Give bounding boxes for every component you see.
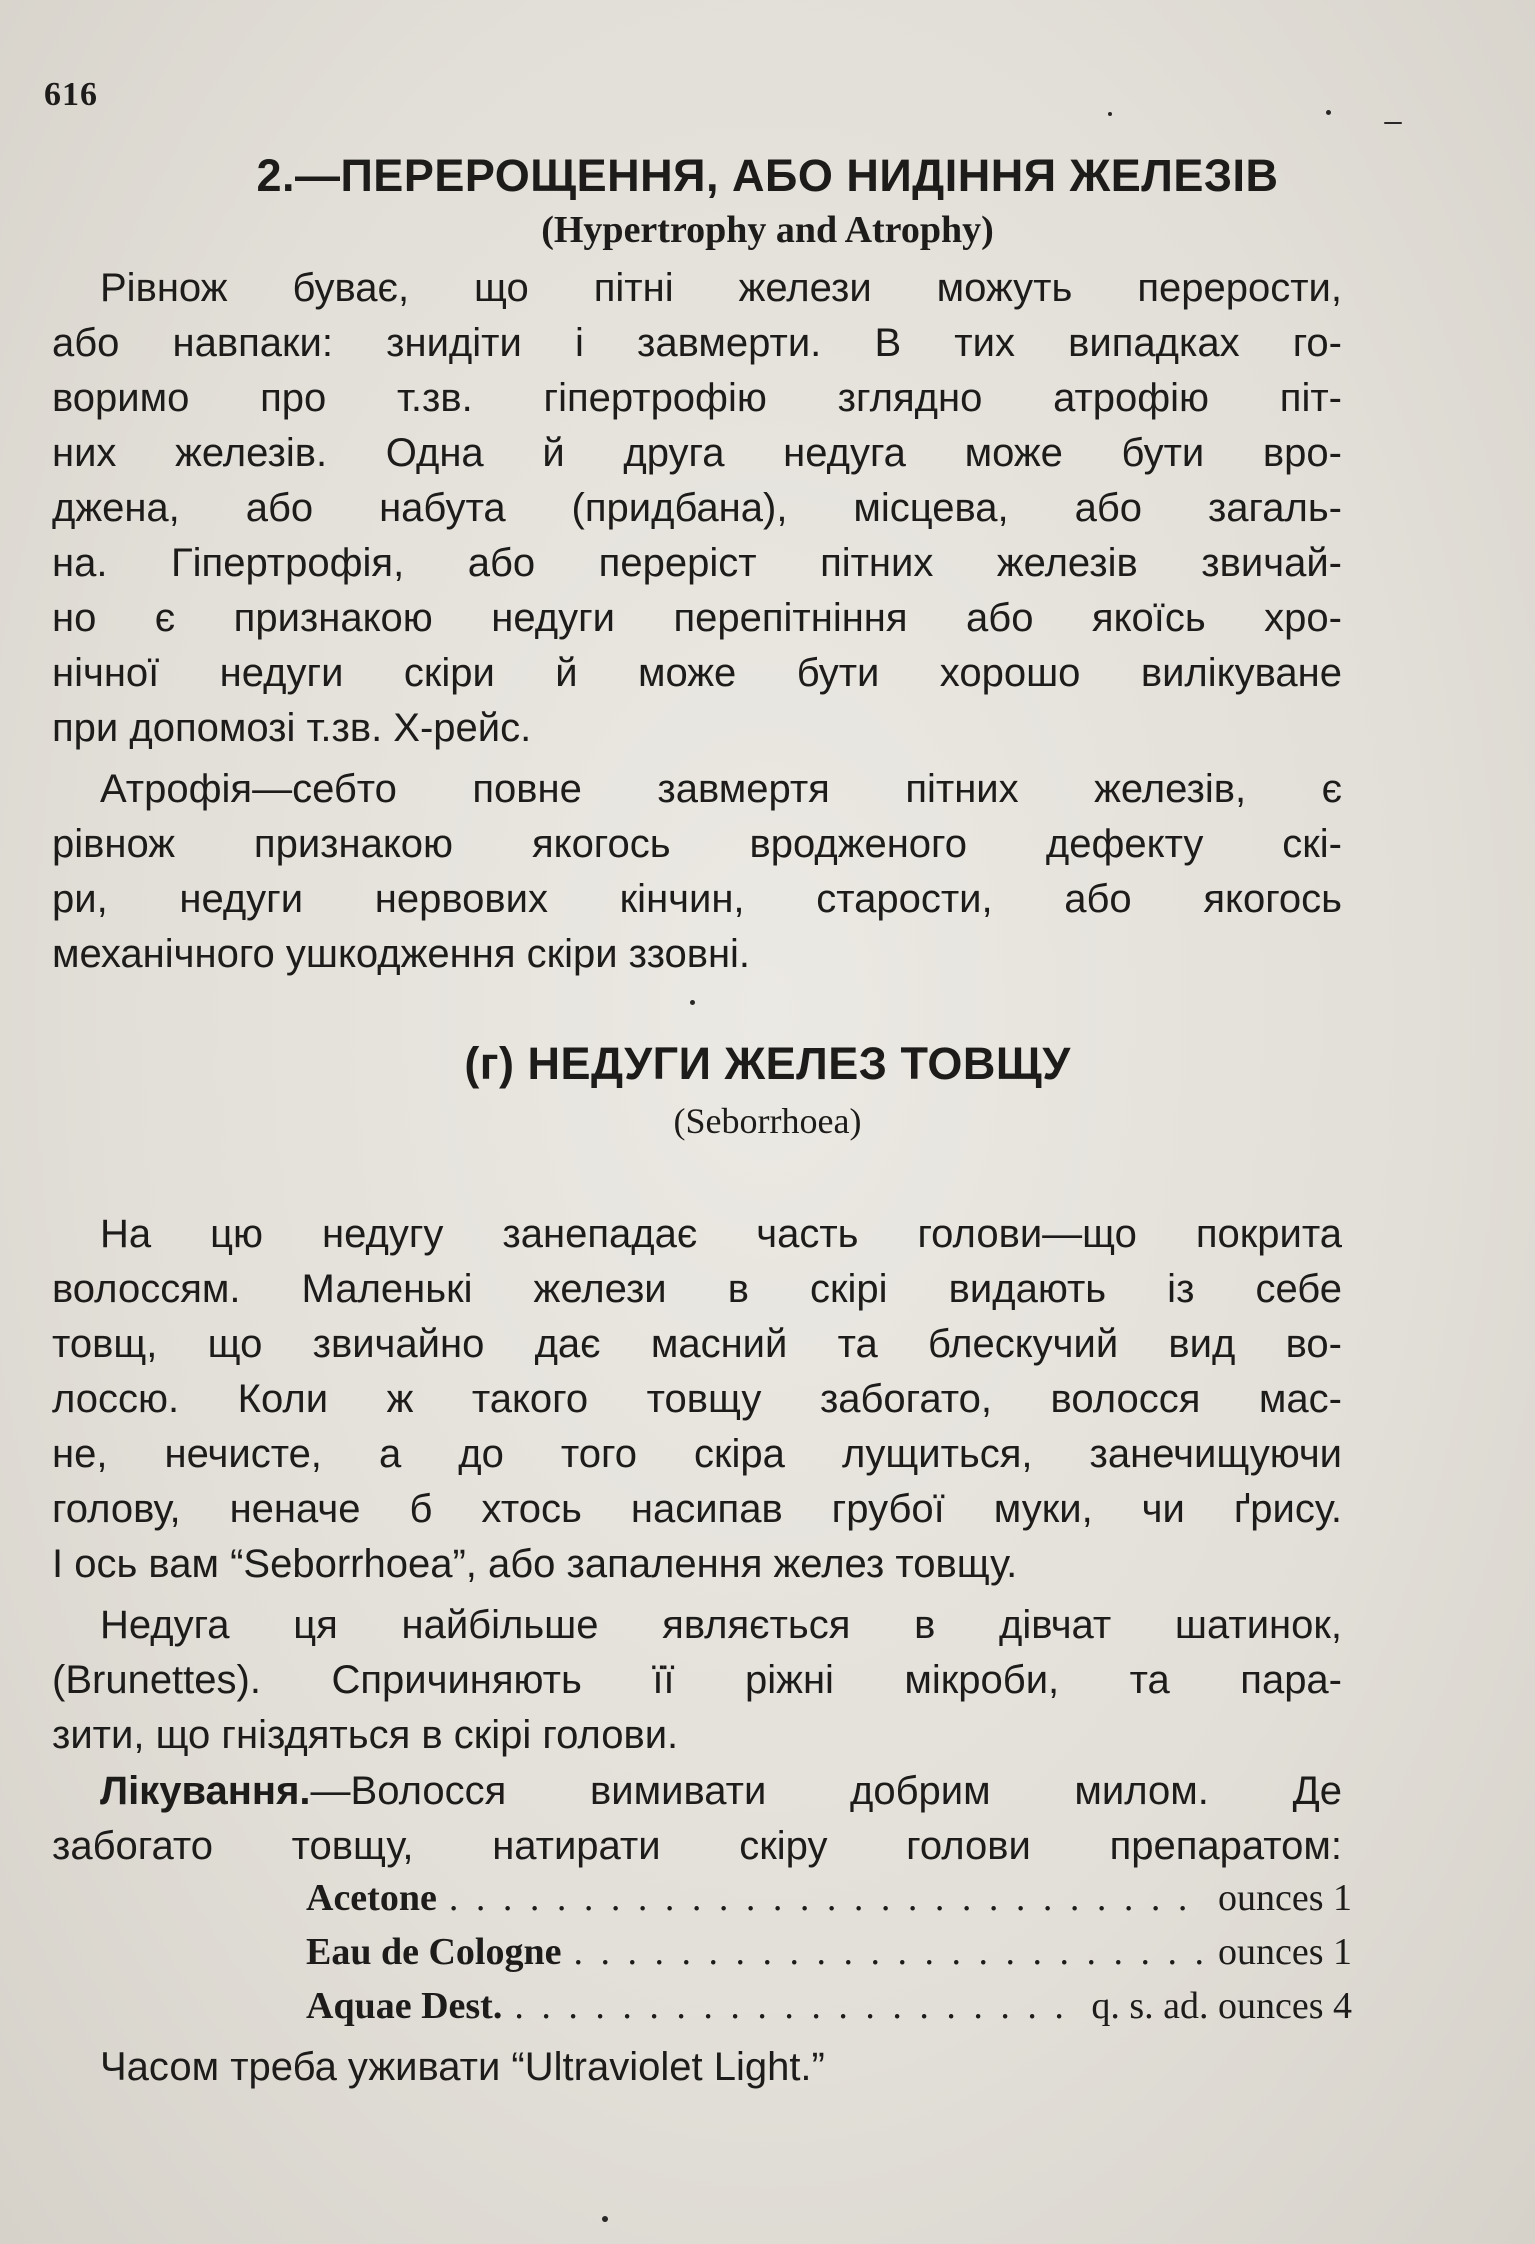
text-line: при допомозі т.зв. Х-рейс. [52,706,532,750]
ingredient-amount: q. s. ad. ounces 4 [1091,1985,1352,2027]
text-line: Недуга ця найбільше являється в дівчат шатинок, [100,1603,1342,1647]
text-line: І ось вам “Seborrhoea”, або запалення желез товщу. [52,1542,1018,1586]
section-title-seborrhoea: (г) НЕДУГИ ЖЕЛЕЗ ТОВЩУ [464,1038,1071,1089]
text-line: не, нечисте, а до того скіра лущиться, занечищуючи [52,1432,1342,1476]
ingredient-amount: ounces 1 [1217,1877,1352,1919]
ingredient-name: Acetone [306,1877,437,1919]
text-line: Рівнож буває, що пітні желези можуть перерости, [100,266,1342,310]
dot-leader [573,1930,1205,1974]
text-line: джена, або набута (придбана), місцева, або загаль- [52,486,1342,530]
text-line: нічної недуги скіри й може бути хорошо вилікуване [52,651,1342,695]
treatment-text: —Волосся вимивати добрим милом. Де [310,1769,1342,1813]
print-speck [690,1000,695,1005]
print-speck [1108,112,1112,116]
print-speck [1384,122,1402,124]
text-line: або навпаки: знидіти і завмерти. В тих випадках го- [52,321,1342,365]
text-line: волоссям. Маленькі желези в скірі видають із себе [52,1267,1342,1311]
prescription-row [306,1984,1352,2034]
dot-leader [449,1876,1206,1920]
dot-leader [514,1984,1079,2028]
text-line: На цю недугу занепадає часть голови—що покрита [100,1212,1342,1256]
text-line: рівнож признакою якогось вродженого дефекту скі- [52,822,1342,866]
text-line: на. Гіпертрофія, або переріст пітних железів звичай- [52,541,1342,585]
section-subtitle-hypertrophy: (Hypertrophy and Atrophy) [541,209,994,251]
prescription-row [306,1930,1352,1980]
treatment-line [100,1764,1342,1818]
ingredient-name: Eau de Cologne [306,1931,562,1973]
section-subtitle-seborrhoea: (Seborrhoea) [673,1101,862,1141]
ingredient-name: Aquae Dest. [306,1985,503,2027]
text-line: голову, неначе б хтось насипав грубої муки, чи ґрису. [52,1487,1342,1531]
treatment-label: Лікування. [100,1769,311,1813]
text-line: (Brunettes). Спричиняють її ріжні мікроби, та пара- [52,1658,1342,1702]
text-line: лоссю. Коли ж такого товщу забогато, волосся мас- [52,1377,1342,1421]
text-line: но є признакою недуги перепітніння або якоїсь хро- [52,596,1342,640]
page-number: 616 [44,76,98,113]
text-line: Атрофія—себто повне завмертя пітних железів, є [100,767,1342,811]
text-line: ри, недуги нервових кінчин, старости, або якогось [52,877,1342,921]
print-speck [602,2216,608,2222]
prescription-row [306,1876,1352,1926]
text-line: воримо про т.зв. гіпертрофію зглядно атрофію піт- [52,376,1342,420]
closing-line: Часом треба уживати “Ultraviolet Light.” [100,2045,825,2089]
text-line: забогато товщу, натирати скіру голови препаратом: [52,1824,1342,1868]
print-speck [1326,110,1331,115]
text-line: товщ, що звичайно дає масний та блескучий вид во- [52,1322,1342,1366]
ingredient-amount: ounces 1 [1217,1931,1352,1973]
text-line: механічного ушкодження скіри ззовні. [52,932,751,976]
text-line: них железів. Одна й друга недуга може бути вро- [52,431,1342,475]
text-line: зити, що гніздяться в скірі голови. [52,1713,679,1757]
section-title-hypertrophy: 2.—ПЕРЕРОЩЕННЯ, АБО НИДІННЯ ЖЕЛЕЗІВ [256,150,1279,201]
